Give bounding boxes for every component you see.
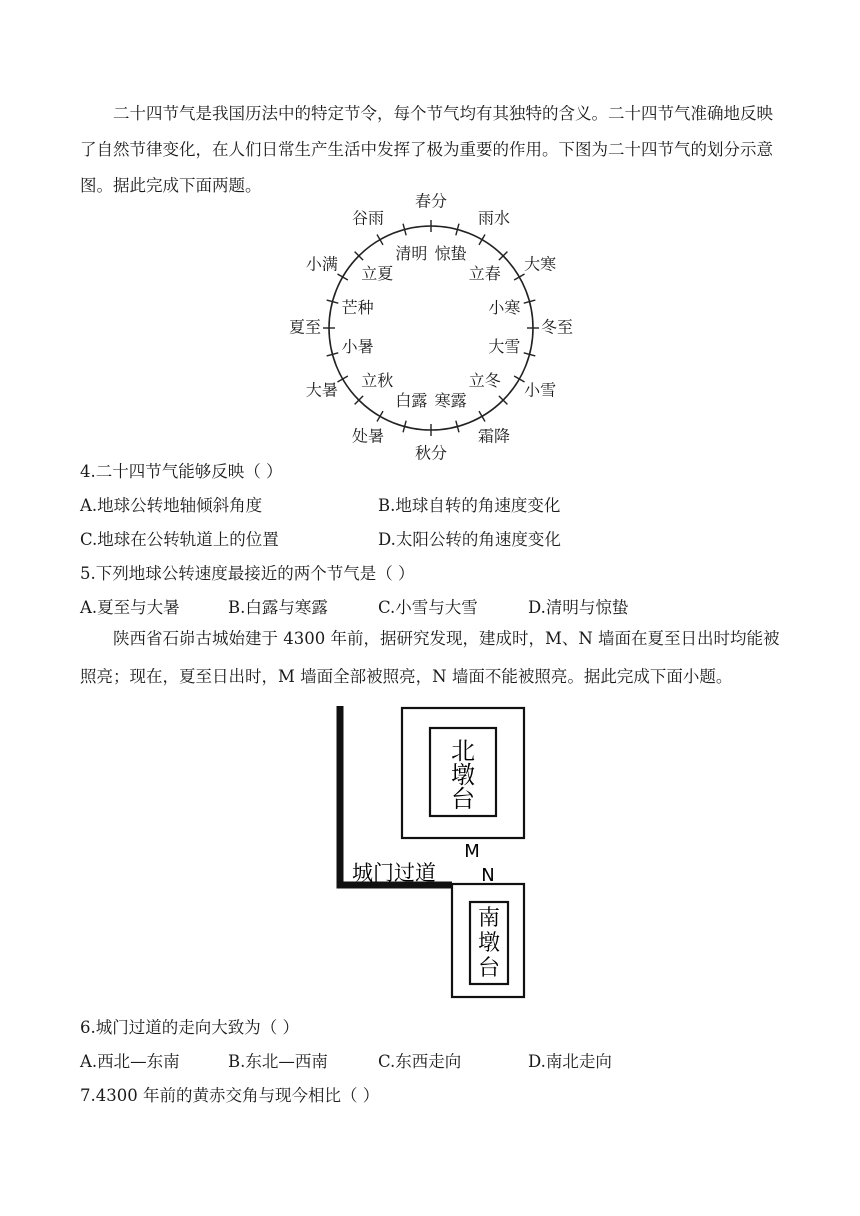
solar-term-outer-label: 大寒 bbox=[524, 254, 557, 274]
solar-term-inner-label: 惊蛰 bbox=[434, 244, 467, 264]
solar-term-outer-label: 大暑 bbox=[305, 380, 338, 400]
solar-term-inner-label: 小暑 bbox=[341, 337, 374, 357]
orbit-tick bbox=[479, 234, 485, 244]
north-tower-char-3: 台 bbox=[451, 785, 475, 813]
orbit-tick bbox=[377, 411, 383, 421]
orbit-tick bbox=[479, 411, 485, 421]
question-7-stem: 7.4300 年前的黄赤交角与现今相比（ ） bbox=[80, 1086, 380, 1105]
solar-term-inner-label: 寒露 bbox=[434, 390, 467, 410]
solar-terms-diagram bbox=[280, 191, 590, 463]
passage-wall bbox=[340, 706, 452, 885]
question-5-option-d: D.清明与惊蛰 bbox=[528, 598, 629, 617]
orbit-tick bbox=[514, 274, 524, 280]
solar-term-outer-label: 春分 bbox=[414, 191, 448, 211]
question-5-stem: 5.下列地球公转速度最接近的两个节气是（ ） bbox=[80, 564, 415, 583]
solar-term-inner-label: 立夏 bbox=[361, 263, 394, 283]
solar-term-outer-label: 小满 bbox=[305, 254, 338, 274]
intro-paragraph-1: 二十四节气是我国历法中的特定节令，每个节气均有其独特的含义。二十四节气准确地反映了自然节律变化，在人们日常生产生活中发挥了极为重要的作用。下图为二十四节气的划分示意图。据此完成下面两题。 bbox=[80, 104, 773, 195]
orbit-tick bbox=[514, 376, 524, 382]
north-tower-char-2: 墩 bbox=[451, 761, 475, 789]
city-gate-diagram bbox=[330, 702, 530, 1002]
orbit-tick bbox=[377, 234, 383, 244]
solar-term-inner-label: 清明 bbox=[395, 244, 428, 264]
question-6-option-b: B.东北—西南 bbox=[228, 1052, 328, 1071]
solar-term-inner-label: 大雪 bbox=[488, 337, 521, 357]
label-m: M bbox=[464, 841, 480, 862]
south-tower-char-1: 南 bbox=[477, 906, 501, 931]
solar-term-outer-label: 夏至 bbox=[288, 317, 322, 337]
solar-term-inner-label: 立冬 bbox=[468, 371, 501, 391]
south-tower-char-2: 墩 bbox=[477, 931, 501, 956]
question-4-option-d: D.太阳公转的角速度变化 bbox=[378, 530, 561, 549]
solar-term-outer-label: 处暑 bbox=[351, 426, 385, 446]
question-6-stem: 6.城门过道的走向大致为（ ） bbox=[80, 1018, 299, 1037]
question-6-option-a: A.西北—东南 bbox=[80, 1052, 180, 1071]
question-6-option-c: C.东西走向 bbox=[378, 1052, 462, 1071]
label-n: N bbox=[481, 865, 495, 886]
question-4-option-c: C.地球在公转轨道上的位置 bbox=[80, 530, 279, 549]
question-5-option-a: A.夏至与大暑 bbox=[80, 598, 180, 617]
question-5-option-b: B.白露与寒露 bbox=[228, 598, 328, 617]
solar-term-outer-label: 小雪 bbox=[524, 380, 557, 400]
question-4-option-a: A.地球公转地轴倾斜角度 bbox=[80, 496, 263, 515]
orbit-tick bbox=[337, 274, 347, 280]
solar-term-inner-label: 立春 bbox=[468, 263, 501, 283]
solar-term-inner-label: 立秋 bbox=[361, 371, 394, 391]
solar-term-outer-label: 谷雨 bbox=[351, 208, 385, 228]
solar-term-inner-label: 白露 bbox=[395, 390, 428, 410]
orbit-tick bbox=[337, 376, 347, 382]
question-5-option-c: C.小雪与大雪 bbox=[378, 598, 478, 617]
solar-term-inner-label: 芒种 bbox=[341, 297, 374, 317]
passage-label: 城门过道 bbox=[352, 861, 436, 885]
question-4-stem: 4.二十四节气能够反映（ ） bbox=[80, 462, 283, 481]
solar-term-inner-label: 小寒 bbox=[488, 297, 521, 317]
solar-term-outer-label: 雨水 bbox=[477, 208, 511, 228]
solar-term-outer-label: 冬至 bbox=[540, 317, 574, 337]
south-tower-char-3: 台 bbox=[477, 956, 501, 981]
question-6-option-d: D.南北走向 bbox=[528, 1052, 612, 1071]
question-4-option-b: B.地球自转的角速度变化 bbox=[378, 496, 561, 515]
solar-term-outer-label: 秋分 bbox=[414, 443, 448, 463]
north-tower-char-1: 北 bbox=[451, 737, 475, 765]
solar-term-outer-label: 霜降 bbox=[477, 426, 511, 446]
intro-paragraph-2: 陕西省石峁古城始建于 4300 年前，据研究发现，建成时，M、N 墙面在夏至日出时均能被照亮；现在，夏至日出时，M 墙面全部被照亮，N 墙面不能被照亮。据此完成下面小题。 bbox=[80, 629, 780, 686]
